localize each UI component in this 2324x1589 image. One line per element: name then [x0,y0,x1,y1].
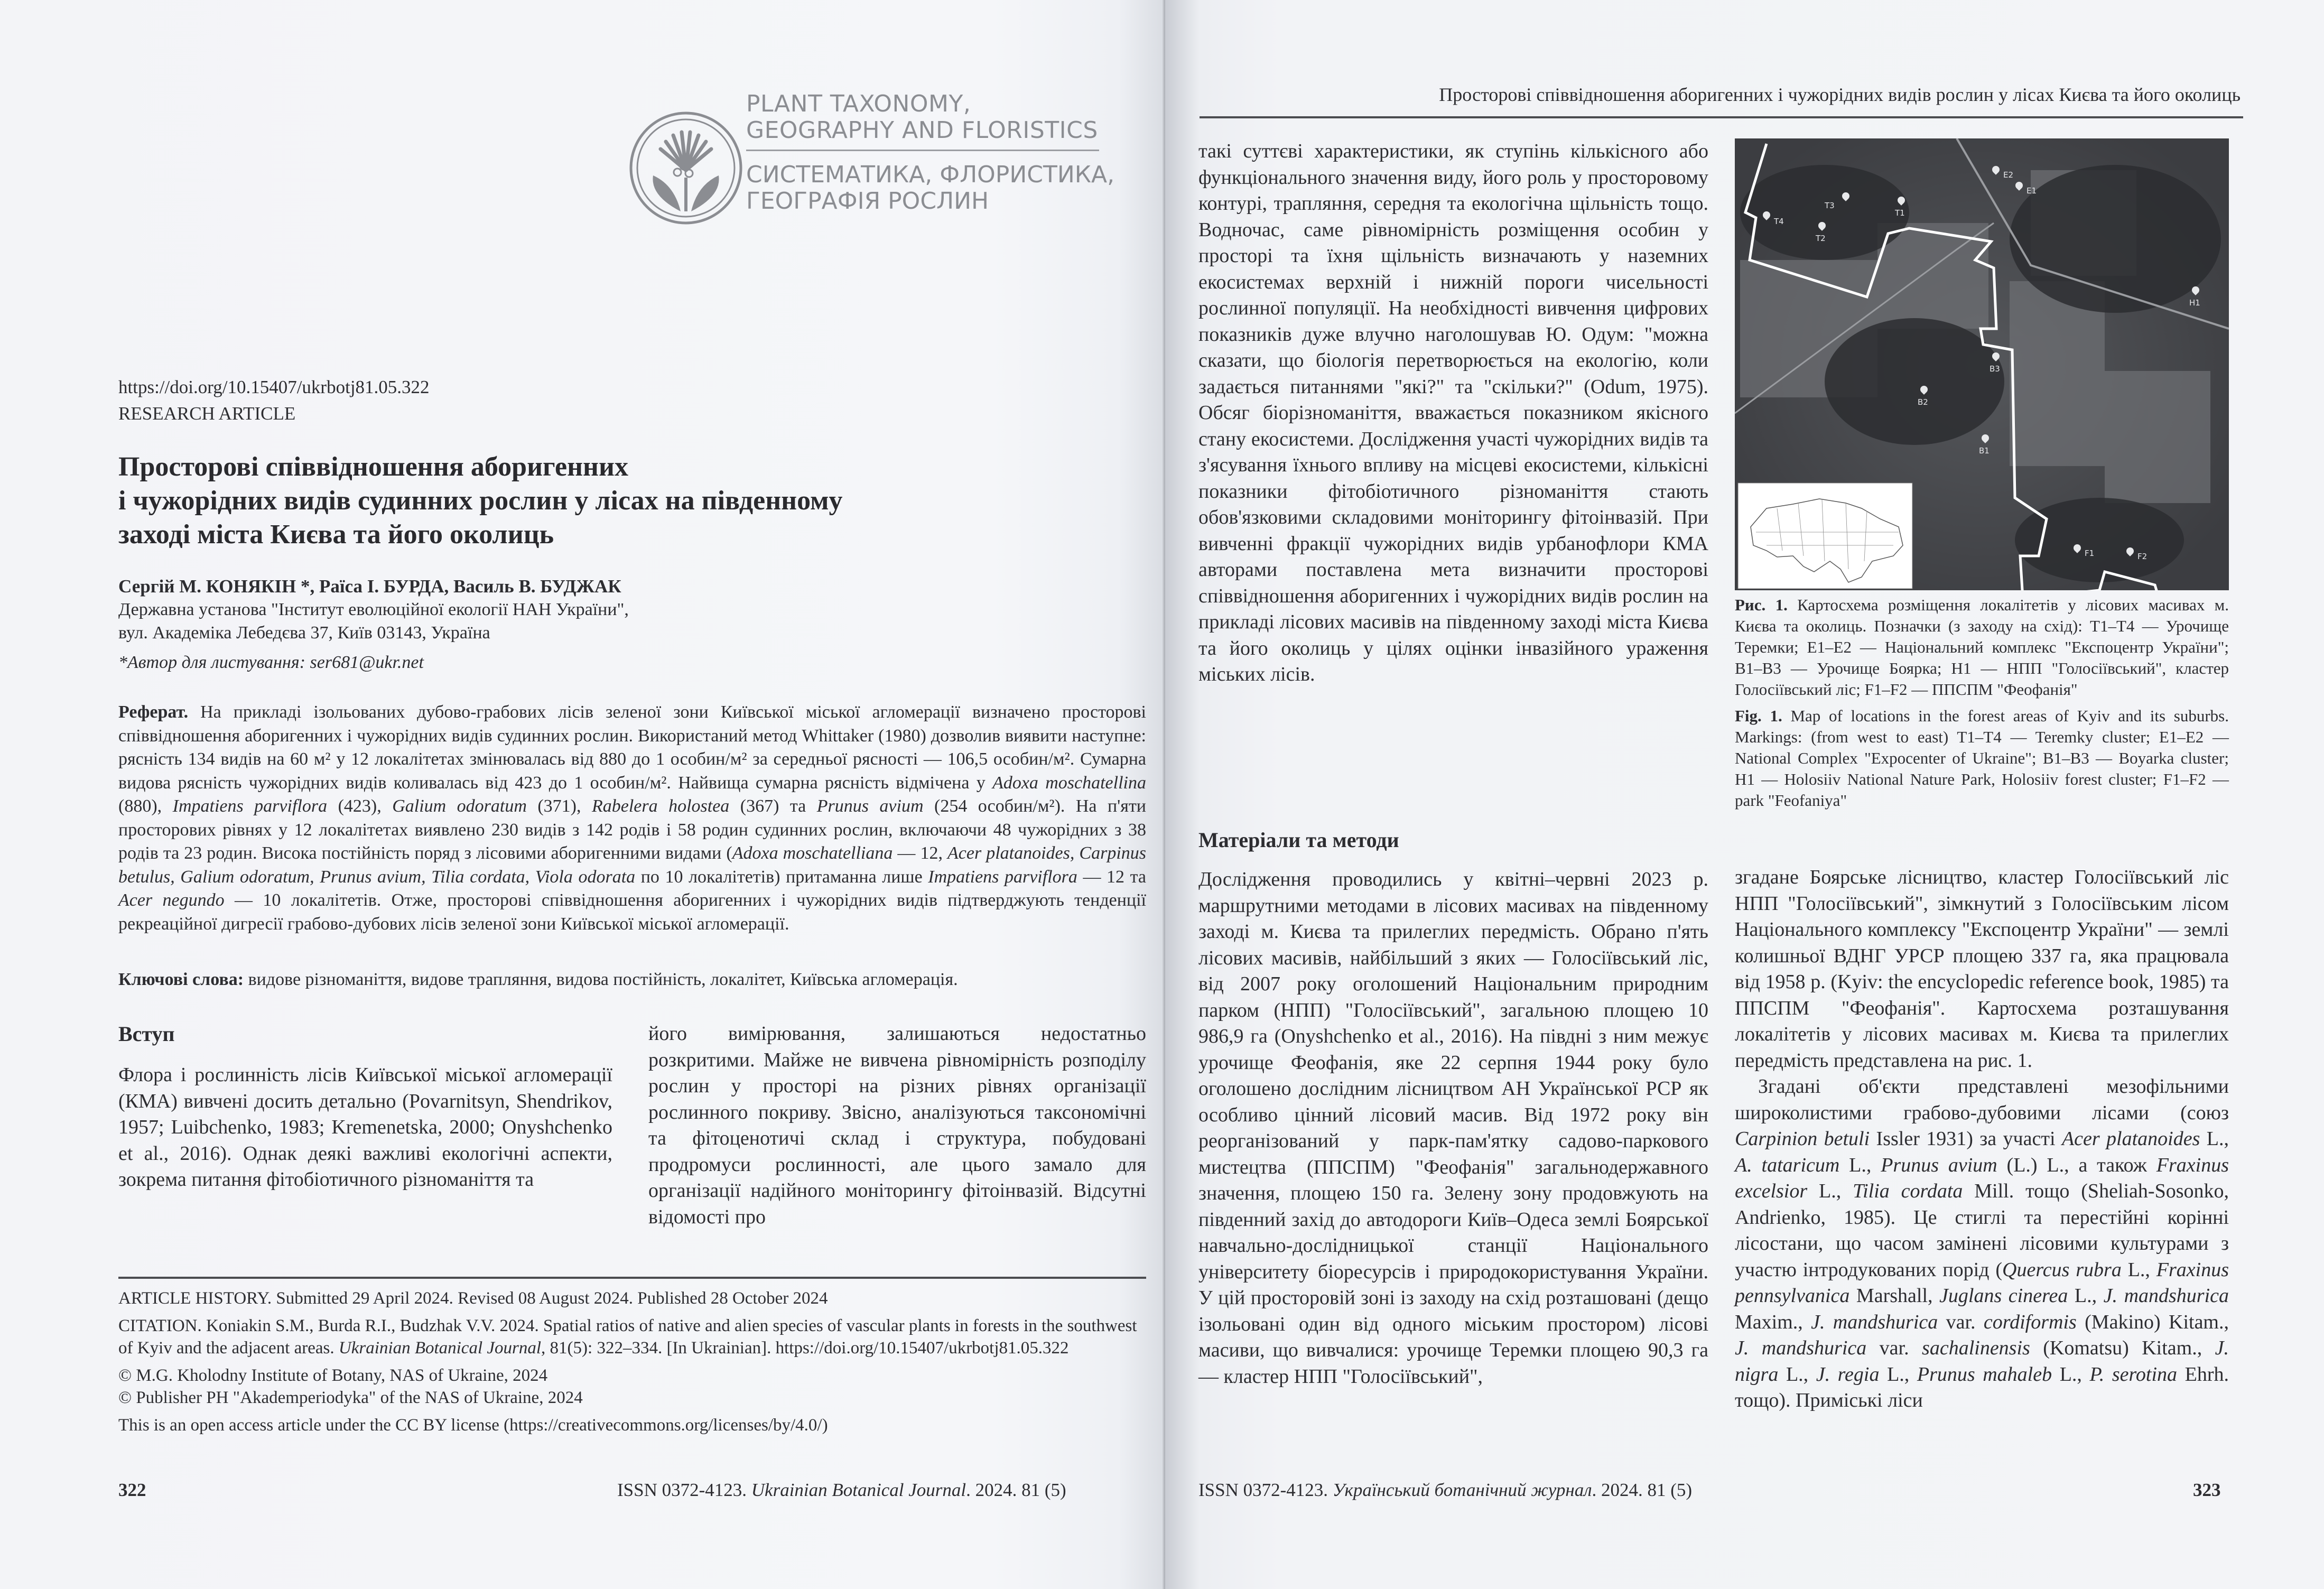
affiliation [118,598,629,645]
citation [118,1315,1146,1359]
abstract-text: (423), [327,796,393,816]
abstract-text: — 12, [893,843,947,863]
species-name: Impatiens parviflora [928,867,1077,887]
section-heading-methods: Матеріали та методи [1198,828,1399,852]
map-marker-label: B3 [1990,364,2000,374]
map-pin-icon [1980,433,1991,443]
footer-journal-info [1198,1480,1692,1501]
section-heading-intro: Вступ [118,1022,175,1046]
paragraph: згадане Боярське лісництво, кластер Голосіївський ліс НПП "Голосіївський", зімкнутий з Голосіївським лісом Національного комплексу "Експоцентр України" — землі колишньої ВДНГ УРСР площею 337 га, яка працювала від 1958 р. (Kyiv: the encyclopedic reference book, 1985) та ППСПМ "Феофанія". Картосхема розташування локалітетів у лісових масивах м. Києва та прилеглих передмість представлена на рис. 1. [1735,866,2229,1072]
caption-ukrainian [1735,594,2229,700]
running-head: Просторові співвідношення аборигенних і чужорідних видів рослин у лісах Києва та його околиць [1439,84,2241,105]
article-title [118,450,1017,552]
species-name: Rabelera holostea [591,796,730,816]
map-marker-label: E2 [2003,170,2014,180]
intro-column-2: його вимірювання, залишаються недостатньо розкритими. Майже не вивчена рівномірність розподілу рослин у просторі на різних рівнях організації рослинного покриву. Звісно, аналізуються таксономічні та фітоценотичі склад і структура, побудовані продромуси рослинності, але цього замало для організації надійного моніторингу фітоінвазій. Відсутні відомості про [648,1023,1146,1228]
correspondence-label: *Автор для листування: [118,653,310,672]
footer-issue: . 2024. 81 (5) [1592,1480,1693,1500]
map-marker-label: E1 [2026,186,2037,196]
map-pin-icon [1817,220,1827,231]
intro-column-1: Флора і рослинність лісів Київської міської агломерації (КМА) вивчені досить детально (Povarnitsyn, Shendrikov, 1957; Luibchenko, 1983; Kremenetska, 2000; Onyshchenko et al., 2016). Однак деякі важливі екологічні аспекти, зокрема питання фітобіотичного різноманіття та [118,1064,612,1191]
footer-journal-name: Ukrainian Botanical Journal [751,1480,966,1500]
species-name: Adoxa moschatellina [992,773,1146,793]
map-pin-icon [1919,384,1929,395]
intro-continued: такі суттєві характеристики, як ступінь кількісного або функціонального значення виду, його роль у просторовому контурі, трапляння, середня та екологічна щільність тощо. Водночас, саме рівномірність розміщення особин у просторі та їхня щільність визначають у наземних екосистемах верхній і нижній пороги чисельності рослинної популяції. На необхідності вивчення цифрових показників дуже влучно наголошував Ю. Одум: "можна сказати, що біологія перетворюється на екологію, коли задається питаннями "які?" та "скільки?" (Odum, 1975). Обсяг біорізноманіття, вважається показником якісного стану екосистеми. Дослідження участі чужорідних видів та з'ясування їхнього впливу на місцеві екосистеми, кількісні показники фітобіотичного різноманіття стають обов'язковими складовими моніторингу фітоінвазій. При вивченні фракції чужорідних видів урбанофлори КМА авторами поставлена мета визначити просторові співвідношення аборигенних і чужорідних видів рослин на прикладі лісових масивів на південному заході міста Києва та його околиць у цілях оцінки інвазійного ураження міських лісів. [1198,140,1708,685]
abstract [118,701,1146,936]
footer-journal-name: Український ботанічний журнал [1332,1480,1592,1500]
map-pin-icon [1761,210,1772,220]
footer-issue: . 2024. 81 (5) [966,1480,1066,1500]
rubric-divider [746,150,1099,151]
species-name: Acer platanoides, Carpinus betulus, Galium odoratum, Prunus avium, Tilia cordata, Viola odorata [118,843,1146,887]
right-column-text [1735,865,2229,1414]
journal-rubric-logo-icon [629,111,743,225]
footer-issn: ISSN 0372-4123. [1198,1480,1333,1500]
page-number: 322 [118,1480,146,1500]
abstract-text: — 10 локалітетів. Отже, просторові співвідношення аборигенних і чужорідних видів підтверджують тенденції рекреаційної дигресії грабово-дубових лісів зеленої зони Київської міської агломерації. [118,890,1146,934]
abstract-text: На прикладі ізольованих дубово-грабових лісів зеленої зони Київської міської агломерації визначено просторові співвідношення аборигенних і чужорідних видів судинних рослин. Використаний метод Whittaker (1980) дозволив виявити наступне: рясність 134 видів на 60 м² у 12 локалітетах змінювалась від 880 до 1 особин/м² за середньої рясності — 106,5 особин/м². Сумарна видова рясність чужорідних видів коливалась від 423 до 1 особин/м². Найвища сумарна рясність відмічена у [118,702,1146,793]
map-marker-label: B1 [1979,446,1990,456]
keywords [118,968,1146,991]
license-note: This is an open access article under the CC BY license (https://creativecommons.org/licenses/by/4.0/) [118,1416,828,1435]
caption-label: Рис. 1. [1735,596,1788,614]
figure-caption [1735,594,2229,816]
species-name: Prunus avium [816,796,924,816]
title-line: Просторові співвідношення аборигенних [118,452,628,482]
article-history-divider [118,1277,1146,1279]
footer-issn: ISSN 0372-4123. [617,1480,751,1500]
rubric-ukrainian [746,162,1114,215]
page-number: 323 [2193,1480,2221,1500]
article-type: RESEARCH ARTICLE [118,403,296,424]
map-pin-icon [2125,546,2135,556]
map-marker-label: F2 [2137,552,2148,561]
map-marker-label: B2 [1918,397,1928,407]
authors: Сергій М. КОНЯКІН *, Раїса І. БУРДА, Василь В. БУДЖАК [118,576,621,597]
map-marker-label: F1 [2085,549,2095,558]
abstract-text: (880), [118,796,173,816]
abstract-text: по 10 локалітетів) притаманна лише [635,867,928,887]
map-marker-label: T4 [1774,217,1784,226]
map-pin-icon [1840,191,1851,201]
title-line: заході міста Києва та його околиць [118,519,554,550]
caption-label: Fig. 1. [1735,707,1782,725]
map-marker-label: T1 [1895,208,1905,218]
rubric-en-line2: GEOGRAPHY AND FLORISTICS [746,117,1098,144]
running-head-divider [1200,116,2243,118]
map-pin-icon [1991,164,2001,175]
abstract-text: (371), [526,796,592,816]
map-marker-label: T3 [1825,201,1835,210]
map-pin-icon [1991,351,2001,361]
footer-journal-info [617,1480,1066,1501]
map-pin-icon [2072,543,2083,553]
citation-text: CITATION. Koniakin S.M., Burda R.I., Budzhak V.V. 2024. Spatial ratios of native and alien species of vascular plants in forests in the southwest of Kyiv and the adjacent areas. [118,1316,1137,1358]
caption-english [1735,705,2229,811]
methods-text: Дослідження проводились у квітні–червні 2023 р. маршрутними методами в лісових масивах на південному заході м. Києва та прилеглих передмість. Обрано п'ять лісових масивів, найбільший з яких — Голосіївський ліс, від 2007 року оголошений Національним природним парком (НПП) "Голосіївський", загальною площею 10 986,9 га (Onyshchenko et al., 2016). На півдні з ним межує урочище Феофанія, яке 22 серпня 1944 року було оголошено дослідним лісництвом АН Української РСР як особливо цінний лісовий масив. Від 1972 року він реорганізований у парк-пам'ятку садово-паркового мистецтва (ППСПМ) "Феофанія" загальнодержавного значення, площею 150 га. Зелену зону продовжують на південний захід до автодороги Київ–Одеса землі Боярської навчально-дослідницької станції Національного університету біоресурсів і природокористування України. У цій просторовій зоні із заходу на схід розташовані (дещо ізольовані один від одного міським простором) лісові масиви, що вивчалися: урочище Теремки площею 90,3 га — кластер НПП "Голосіївський", [1198,868,1708,1388]
doi-link[interactable]: https://doi.org/10.15407/ukrbotj81.05.322 [118,377,430,397]
article-metadata [118,1287,1146,1436]
map-pin-icon [2014,180,2024,191]
article-history: ARTICLE HISTORY. Submitted 29 April 2024. Revised 08 August 2024. Published 28 October 2024 [118,1289,828,1308]
title-line: і чужорідних видів судинних рослин у лісах на південному [118,486,843,516]
rubric-ua-line2: ГЕОГРАФІЯ РОСЛИН [746,188,989,215]
abstract-text: (254 особин/м²). На п'яти просторових рівнях у 12 локалітетах виявлено 230 видів з 142 родів і 58 родин судинних рослин, включаючи 48 чужорідних з 38 родів та 23 родин. Висока постійність поряд з лісовими аборигенними видами ( [118,796,1146,863]
rubric-en-line1: PLANT TAXONOMY, [746,90,971,117]
copyright-institute: © M.G. Kholodny Institute of Botany, NAS of Ukraine, 2024 [118,1366,548,1385]
species-name: Galium odoratum [392,796,527,816]
species-name: Acer negundo [118,890,225,910]
affiliation-line: Державна установа "Інститут еволюційної екології НАН України", [118,600,629,619]
paragraph: Згадані об'єкти представлені мезофільними широколистими грабово-дубовими лісами (союз Carpinion betuli Issler 1931) за участі Acer platanoides L., A. tataricum L., Prunus avium (L.) L., а також Fraxinus excelsior L., Tilia cordata Mill. тощо (Sheliah-Sosonko, Andrienko, 1985). Це стиглі та перестійні корінні лісостани, що часом замінені лісовими культурами з участю інтродукованих порід (Quercus rubra L., Fraxinus pennsylvanica Marshall, Juglans cinerea L., J. mandshurica Maxim., J. mandshurica var. cordiformis (Makino) Kitam., J. mandshurica var. sachalinensis (Komatsu) Kitam., J. nigra L., J. regia L., Prunus mahaleb L., P. serotina Ehrh. тощо). Приміські ліси [1735,1075,2229,1411]
caption-text: Картосхема розміщення локалітетів у лісових масивах м. Києва та околиць. Позначки (з заходу на схід): T1–T4 — Урочище Теремки; E1–E2 — Національний комплекс "Експоцентр України"; B1–B3 — Урочище Боярка; H1 — НПП "Голосіївський", кластер Голосіївський ліс; F1–F2 — ППСПМ "Феофанія" [1735,596,2229,699]
keywords-text: видове різноманіття, видове трапляння, видова постійність, локалітет, Київська агломерація. [244,970,958,989]
map-marker-label: T2 [1816,234,1826,243]
rubric-ua-line1: СИСТЕМАТИКА, ФЛОРИСТИКА, [746,161,1115,188]
correspondence [118,651,424,674]
map-pin-icon [1896,195,1907,206]
correspondence-email[interactable]: ser681@ukr.net [310,653,424,672]
abstract-label: Реферат. [118,702,189,722]
keywords-label: Ключові слова: [118,970,244,989]
species-name: Impatiens parviflora [172,796,328,816]
caption-text: Map of locations in the forest areas of Kyiv and its suburbs. Markings: (from west to east) T1–T4 — Teremky cluster; E1–E2 — National Complex "Expocenter of Ukraine"; B1–B3 — Boyarka cluster; H1 — Holosiiv National Nature Park, Holosiiv forest cluster; F1–F2 — park "Feofaniya" [1735,707,2229,810]
map-pin-icon [2190,285,2201,295]
abstract-text: (367) та [729,796,817,816]
affiliation-line: вул. Академіка Лебедєва 37, Київ 03143, Україна [118,623,490,643]
figure-1-map [1735,138,2229,590]
species-name: Adoxa moschatelliana [732,843,893,863]
citation-journal: Ukrainian Botanical Journal [338,1339,542,1358]
map-marker-label: H1 [2189,298,2200,308]
locality-markers [1735,138,2229,590]
rubric-english [746,91,1098,144]
citation-text: , 81(5): 322–334. [In Ukrainian]. https://doi.org/10.15407/ukrbotj81.05.322 [541,1339,1069,1358]
abstract-text: — 12 та [1077,867,1146,887]
copyright-publisher: © Publisher PH "Akademperiodyka" of the NAS of Ukraine, 2024 [118,1388,583,1407]
